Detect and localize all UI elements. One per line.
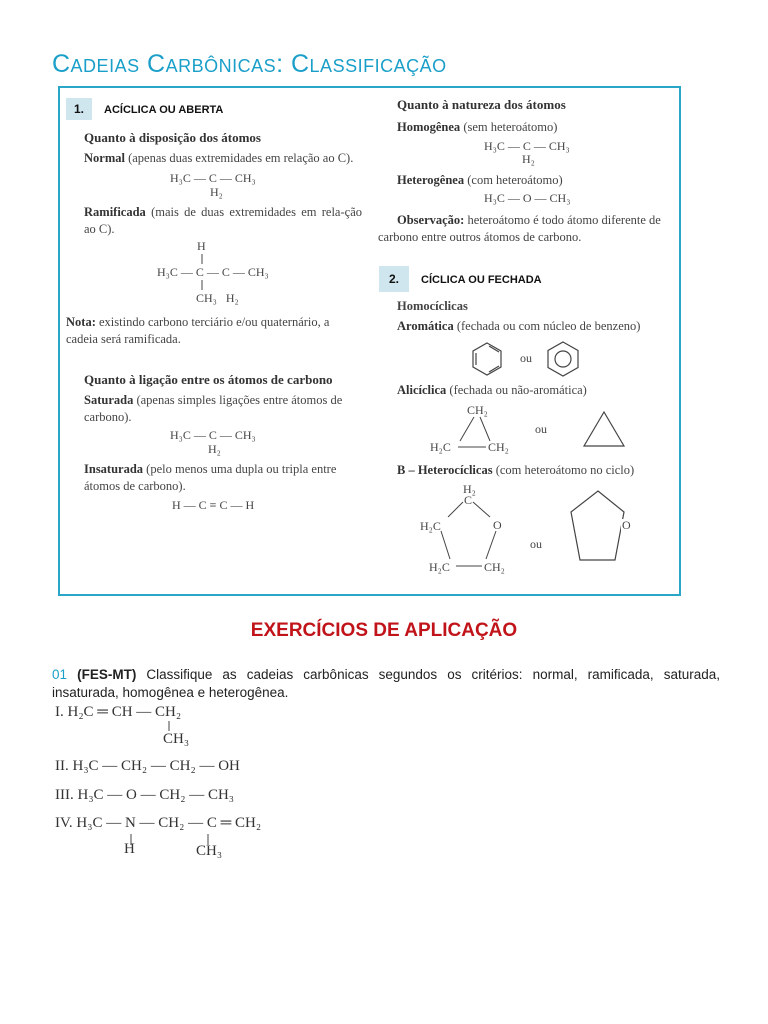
ou-aromatica: ou xyxy=(520,351,532,365)
question-source: (FES-MT) xyxy=(77,667,137,682)
cp-h2c-left: H₂C xyxy=(430,440,451,454)
aliciclica-def: Alicíclica (fechada ou não-aromática) xyxy=(397,383,587,397)
thf-ch2-bottom: CH₂ xyxy=(484,560,505,574)
normal-def: Normal (apenas duas extremidades em relação ao C). xyxy=(84,151,354,165)
thf-o: O xyxy=(493,518,502,532)
section-1-number: 1. xyxy=(66,98,92,120)
ligacao-heading: Quanto à ligação entre os átomos de carbono xyxy=(84,372,333,387)
normal-formula: H₃C — C — CH₃ xyxy=(170,171,256,185)
ou-aliciclica: ou xyxy=(535,422,547,436)
exercises-title: EXERCÍCIOS DE APLICAÇÃO xyxy=(250,620,518,641)
thf-h2: H₂ xyxy=(463,482,476,496)
ramificada-def: Ramificada (mais de duas extremidades em rela-ção ao C). xyxy=(84,205,362,236)
item-i-ch3: CH₃ xyxy=(163,731,190,747)
page-title: Cadeias Carbônicas: Classificação xyxy=(52,50,447,78)
hom-sub: H₂ xyxy=(522,152,535,166)
sat-formula: H₃C — C — CH₃ xyxy=(170,428,256,442)
hom-formula: H₃C — C — CH₃ xyxy=(484,139,570,153)
cp-ch2-right: CH₂ xyxy=(488,440,509,454)
normal-formula-sub: H₂ xyxy=(210,185,223,199)
ins-formula: H — C ≡ C — H xyxy=(172,498,255,512)
cp-ch2-top: CH₂ xyxy=(467,403,488,417)
heterociclicas-def: B – Heterocíclicas (com heteroátomo no ciclo) xyxy=(397,463,635,477)
insaturada-def: Insaturada (pelo menos uma dupla ou tripla entre átomos de carbono). xyxy=(84,462,337,493)
ram-sub: CH₃ H₂ xyxy=(196,291,239,305)
item-ii: II. H₃C — CH₂ — CH₂ — OH xyxy=(55,758,240,774)
saturada-def: Saturada (apenas simples ligações entre átomos de carbono). xyxy=(84,393,343,424)
question-number: 01 xyxy=(52,667,68,682)
item-iv-ch3: CH₃ xyxy=(196,843,223,859)
thf-h2c-left: H₂C xyxy=(420,519,441,533)
item-iii: III. H₃C — O — CH₂ — CH₃ xyxy=(55,787,235,803)
natureza-heading: Quanto à natureza dos átomos xyxy=(397,97,566,112)
heterogenea-def: Heterogênea (com heteroátomo) xyxy=(397,173,563,187)
nota-text: Nota: existindo carbono terciário e/ou quaternário, a cadeia será ramificada. xyxy=(66,315,330,346)
thf-skeletal-o: O xyxy=(622,518,631,532)
item-iv-h: H xyxy=(124,841,135,857)
ou-heterociclica: ou xyxy=(530,537,542,551)
section-1-title: ACÍCLICA OU ABERTA xyxy=(104,104,224,116)
observacao-text: Observação: heteroátomo é todo átomo diferente de carbono entre outros átomos de carbono. xyxy=(378,213,661,244)
item-i: I. H₂C ═ CH — CH₂ xyxy=(55,704,182,720)
homogenea-def: Homogênea (sem heteroátomo) xyxy=(397,120,558,134)
question-text: Classifique as cadeias carbônicas segundos os critérios: normal, ramificada, saturada, insaturada, homogênea e heterogênea. xyxy=(52,667,720,700)
disposicao-heading: Quanto à disposição dos átomos xyxy=(84,130,261,145)
section-2-number: 2. xyxy=(379,266,409,292)
thf-h2c-bottom: H₂C xyxy=(429,560,450,574)
thf-c: C xyxy=(464,493,473,507)
aromatica-def: Aromática (fechada ou com núcleo de benzeno) xyxy=(397,319,641,333)
ram-h: H xyxy=(197,239,206,253)
sat-sub: H₂ xyxy=(208,442,221,456)
het-formula: H₃C — O — CH₃ xyxy=(484,191,571,205)
ram-formula: H₃C — C — C — CH₃ xyxy=(157,265,269,279)
item-iv: IV. H₃C — N — CH₂ — C ═ CH₂ xyxy=(55,815,262,831)
homociclicas-label: Homocíclicas xyxy=(397,299,468,313)
section-2-title: CÍCLICA OU FECHADA xyxy=(421,274,542,286)
